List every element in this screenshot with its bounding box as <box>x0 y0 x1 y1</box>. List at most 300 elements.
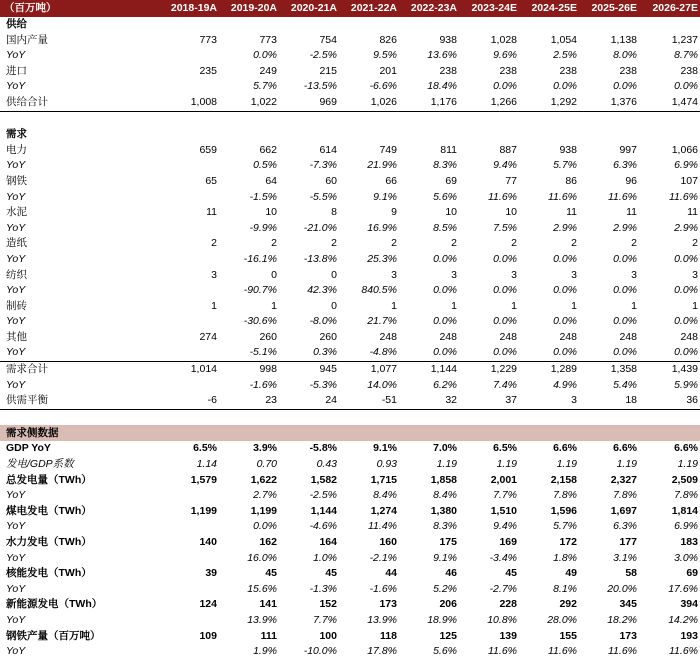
table-cell <box>459 409 519 425</box>
table-cell: 9.4% <box>493 520 517 533</box>
table-cell <box>399 17 459 33</box>
table-cell: 248 <box>379 330 397 343</box>
table-cell: 11.6% <box>548 190 577 203</box>
table-cell <box>219 409 279 425</box>
column-header: 2025-26E <box>579 0 639 17</box>
table-cell: 64 <box>265 174 277 187</box>
table-cell: 2 <box>571 237 577 250</box>
table-cell: 1.14 <box>196 458 217 471</box>
unit-label: （百万吨） <box>0 0 159 17</box>
table-cell <box>279 409 339 425</box>
table-cell: 11.6% <box>488 645 517 658</box>
table-cell: 11.6% <box>608 645 637 658</box>
table-cell: 175 <box>439 536 457 548</box>
table-cell: 3.0% <box>674 551 698 564</box>
table-cell: 2 <box>211 237 217 250</box>
table-cell: 1,596 <box>550 504 577 517</box>
row-label: 电力 <box>6 143 27 156</box>
table-cell: 1,138 <box>610 33 637 46</box>
table-cell: 86 <box>565 174 577 187</box>
table-cell: 840.5% <box>361 284 397 297</box>
table-cell: 1,358 <box>579 362 639 378</box>
table-cell: -30.6% <box>243 315 277 328</box>
table-cell: 6.6% <box>553 442 577 455</box>
row-label: 煤电发电（TWh） <box>6 504 92 517</box>
table-cell: 141 <box>259 598 277 611</box>
table-cell: 0.0% <box>433 284 457 297</box>
table-cell: 9.6% <box>493 49 517 62</box>
table-cell: 173 <box>619 629 637 642</box>
row-label: GDP YoY <box>6 442 51 455</box>
column-header: 2019-20A <box>219 0 279 17</box>
table-cell <box>519 111 579 127</box>
table-cell: -2.1% <box>369 551 397 564</box>
table-cell: -9.9% <box>249 221 277 234</box>
table-row <box>0 582 700 598</box>
table-cell: 0.0% <box>613 252 637 265</box>
table-cell: 998 <box>219 362 279 378</box>
table-cell: 773 <box>259 33 277 46</box>
column-header: 2024-25E <box>519 0 579 17</box>
table-cell: 1,028 <box>490 33 517 46</box>
table-cell: 5.7% <box>253 80 277 93</box>
table-cell: 4.9% <box>553 378 577 391</box>
table-cell: 11 <box>206 206 217 219</box>
table-cell: 274 <box>199 330 217 343</box>
table-cell <box>159 613 219 629</box>
table-cell: 9.1% <box>373 190 397 203</box>
table-cell: 11.6% <box>669 190 698 203</box>
table-cell: 0.0% <box>253 49 277 62</box>
table-cell: 107 <box>680 174 698 187</box>
table-cell: 8.5% <box>433 221 457 234</box>
table-cell: 18 <box>579 393 639 409</box>
table-cell <box>219 111 279 127</box>
table-cell: 17.6% <box>668 582 698 595</box>
table-cell <box>459 425 519 441</box>
row-label: YoY <box>6 190 26 203</box>
row-label: YoY <box>6 346 26 359</box>
table-row <box>0 205 700 221</box>
table-row <box>0 268 700 284</box>
table-cell: 15.6% <box>247 582 277 595</box>
table-cell: 6.2% <box>433 378 457 391</box>
table-cell: 10 <box>265 206 277 219</box>
table-cell <box>579 425 639 441</box>
table-row <box>0 362 700 378</box>
table-cell: 3.1% <box>613 551 637 564</box>
table-cell: 69 <box>445 174 457 187</box>
table-cell: 18.9% <box>427 613 457 626</box>
table-cell: 9 <box>391 206 397 219</box>
table-cell <box>459 127 519 143</box>
column-header: 2018-19A <box>159 0 219 17</box>
table-cell: 37 <box>459 393 519 409</box>
row-label: 水力发电（TWh） <box>6 536 92 548</box>
table-row <box>0 127 700 143</box>
table-cell <box>519 409 579 425</box>
table-cell: 160 <box>379 536 397 548</box>
table-row <box>0 473 700 489</box>
table-cell <box>339 127 399 143</box>
table-cell: 0.0% <box>493 80 517 93</box>
table-cell: -2.5% <box>309 49 337 62</box>
table-cell: 292 <box>559 598 577 611</box>
table-cell: 8 <box>331 206 337 219</box>
row-label: YoY <box>6 378 26 391</box>
table-cell: 345 <box>619 598 637 611</box>
table-cell: 0.0% <box>553 284 577 297</box>
table-cell: 66 <box>385 174 397 187</box>
table-row <box>0 425 700 441</box>
table-cell: 58 <box>625 567 637 580</box>
column-header: 2020-21A <box>279 0 339 17</box>
table-row <box>0 79 700 95</box>
table-cell: 7.7% <box>493 489 517 502</box>
table-cell: 1.19 <box>556 458 577 471</box>
table-row <box>0 457 700 473</box>
row-label: YoY <box>6 315 26 328</box>
row-label: 其他 <box>6 330 27 343</box>
table-cell: 206 <box>439 598 457 611</box>
table-cell: 0.0% <box>674 80 698 93</box>
table-cell: 0.0% <box>493 252 517 265</box>
table-cell: 7.8% <box>674 489 698 502</box>
table-cell: 0.43 <box>316 458 337 471</box>
table-cell: 42.3% <box>307 284 337 297</box>
table-cell <box>159 127 219 143</box>
table-cell: 18.4% <box>427 80 457 93</box>
table-cell: 1,274 <box>370 504 397 517</box>
table-cell <box>159 314 219 330</box>
table-cell: 177 <box>619 536 637 548</box>
table-row <box>0 504 700 520</box>
table-cell <box>639 17 700 33</box>
table-cell: 614 <box>319 143 337 156</box>
row-label: 供需平衡 <box>0 393 159 409</box>
table-cell: 945 <box>279 362 339 378</box>
table-cell <box>159 644 219 660</box>
table-cell: 1,176 <box>399 95 459 111</box>
table-cell: 887 <box>499 143 517 156</box>
table-cell: 2 <box>451 237 457 250</box>
row-label: YoY <box>6 520 26 533</box>
table-cell: 1,077 <box>339 362 399 378</box>
table-cell: 9.5% <box>373 49 397 62</box>
table-row <box>0 551 700 567</box>
table-cell: 65 <box>205 174 217 187</box>
table-cell: -3.4% <box>489 551 517 564</box>
table-cell: -7.3% <box>309 159 337 172</box>
table-cell: 20.0% <box>607 582 637 595</box>
table-cell: 100 <box>319 629 337 642</box>
table-cell <box>159 425 219 441</box>
table-cell: 8.4% <box>433 489 457 502</box>
row-label: 核能发电（TWh） <box>6 567 92 580</box>
table-cell <box>279 111 339 127</box>
table-cell: 8.3% <box>433 520 457 533</box>
table-cell: 1,474 <box>639 95 700 111</box>
table-cell: 13.9% <box>367 613 397 626</box>
table-cell <box>339 111 399 127</box>
table-cell: 8.0% <box>613 49 637 62</box>
table-cell: 811 <box>440 143 457 156</box>
table-cell: 3 <box>451 268 457 281</box>
table-cell: 69 <box>686 567 698 580</box>
table-cell: 1 <box>451 299 457 312</box>
table-cell: 1,376 <box>579 95 639 111</box>
table-cell: 215 <box>319 64 337 77</box>
table-cell <box>159 48 219 64</box>
table-cell: 662 <box>259 143 277 156</box>
table-cell: 0.0% <box>553 80 577 93</box>
table-cell: 2,001 <box>490 473 517 486</box>
table-cell <box>519 17 579 33</box>
table-cell <box>399 127 459 143</box>
table-cell: 0.0% <box>493 346 517 359</box>
table-row <box>0 597 700 613</box>
table-cell: 96 <box>625 174 637 187</box>
table-cell: 0.0% <box>553 252 577 265</box>
table-row <box>0 629 700 645</box>
table-cell: 201 <box>379 64 397 77</box>
table-row <box>0 299 700 315</box>
table-cell: 10 <box>445 206 457 219</box>
column-header: 2021-22A <box>339 0 399 17</box>
table-row <box>0 566 700 582</box>
table-cell: 1.9% <box>253 645 277 658</box>
table-cell: 238 <box>619 64 637 77</box>
table-cell: 2.9% <box>553 221 577 234</box>
table-cell: 39 <box>205 567 217 580</box>
row-label: YoY <box>6 582 26 595</box>
table-cell: 3 <box>391 268 397 281</box>
table-cell: 77 <box>505 174 517 187</box>
table-cell: -6 <box>159 393 219 409</box>
table-cell: 0.0% <box>553 315 577 328</box>
table-cell: 938 <box>439 33 457 46</box>
table-row <box>0 330 700 346</box>
table-cell: -4.6% <box>309 520 337 533</box>
row-label: 需求侧数据 <box>0 425 159 441</box>
table-cell: 28.0% <box>547 613 577 626</box>
table-cell: 0.0% <box>613 80 637 93</box>
table-row <box>0 111 700 127</box>
table-cell: 125 <box>439 629 457 642</box>
table-cell: 2 <box>271 237 277 250</box>
table-cell: -2.5% <box>309 489 337 502</box>
table-cell: 1,066 <box>671 143 698 156</box>
table-cell: 6.9% <box>674 520 698 533</box>
table-cell: 6.3% <box>613 159 637 172</box>
table-cell: 1 <box>511 299 517 312</box>
row-label <box>0 409 159 425</box>
column-header: 2022-23A <box>399 0 459 17</box>
table-body <box>0 17 700 660</box>
table-cell: 1.8% <box>553 551 577 564</box>
row-label: 水泥 <box>6 206 27 219</box>
table-cell: 8.1% <box>553 582 577 595</box>
table-cell: -5.5% <box>309 190 337 203</box>
table-cell: 0.0% <box>553 346 577 359</box>
table-cell: 826 <box>379 33 397 46</box>
table-cell: 1,026 <box>339 95 399 111</box>
row-label: YoY <box>6 489 26 502</box>
row-label: 新能源发电（TWh） <box>6 598 103 611</box>
table-cell <box>339 409 399 425</box>
table-cell: 773 <box>199 33 217 46</box>
table-cell: 1 <box>271 299 277 312</box>
table-cell: -5.3% <box>309 378 337 391</box>
table-cell: 8.7% <box>674 49 698 62</box>
row-label: 钢铁 <box>6 174 27 187</box>
table-cell: 2.9% <box>674 221 698 234</box>
row-label <box>0 111 159 127</box>
table-cell: 0.0% <box>493 315 517 328</box>
table-cell: 0.0% <box>674 284 698 297</box>
table-row <box>0 143 700 159</box>
table-cell <box>159 283 219 299</box>
table-cell: 17.8% <box>367 645 397 658</box>
table-cell: 45 <box>325 567 337 580</box>
table-cell: 1.19 <box>616 458 637 471</box>
table-cell: 14.2% <box>668 613 698 626</box>
table-cell: 1,144 <box>399 362 459 378</box>
table-cell: 2,509 <box>671 473 698 486</box>
table-cell: 11 <box>687 206 698 219</box>
table-cell <box>579 127 639 143</box>
table-cell <box>219 425 279 441</box>
table-cell <box>339 425 399 441</box>
table-cell: 164 <box>319 536 337 548</box>
row-label: 需求 <box>6 128 27 141</box>
table-cell: 5.7% <box>553 159 577 172</box>
table-cell: 2 <box>631 237 637 250</box>
table-cell: 36 <box>639 393 700 409</box>
row-label: 纺织 <box>6 268 27 281</box>
table-cell: 13.9% <box>247 613 277 626</box>
table-cell: 60 <box>325 174 337 187</box>
table-cell: 1,144 <box>310 504 337 517</box>
table-cell: 235 <box>199 64 217 77</box>
row-label: 钢铁产量（百万吨） <box>6 629 101 642</box>
table-cell: 9.1% <box>373 442 397 455</box>
table-cell: 5.9% <box>674 378 698 391</box>
table-row <box>0 488 700 504</box>
table-row <box>0 17 700 33</box>
table-row <box>0 221 700 237</box>
table-cell: -1.6% <box>369 582 397 595</box>
table-cell: 938 <box>559 143 577 156</box>
row-label: 发电/GDP系数 <box>6 458 74 471</box>
table-cell: 2 <box>391 237 397 250</box>
table-cell: 193 <box>680 629 698 642</box>
table-cell <box>399 111 459 127</box>
table-cell: 1,022 <box>219 95 279 111</box>
table-cell <box>579 409 639 425</box>
table-row <box>0 33 700 49</box>
table-cell: 1,237 <box>671 33 698 46</box>
table-cell <box>279 425 339 441</box>
table-cell: 1,439 <box>639 362 700 378</box>
table-cell <box>639 425 700 441</box>
table-cell: 6.6% <box>674 442 698 455</box>
table-cell: 0.3% <box>313 346 337 359</box>
table-cell: 0.70 <box>256 458 277 471</box>
table-cell: 172 <box>559 536 577 548</box>
row-label: 进口 <box>6 64 27 77</box>
table-cell: -5.8% <box>309 442 337 455</box>
table-cell: 1.0% <box>313 551 337 564</box>
table-cell: 16.9% <box>367 221 397 234</box>
table-cell: 155 <box>559 629 577 642</box>
table-cell: 21.7% <box>367 315 397 328</box>
table-cell: 2 <box>331 237 337 250</box>
table-cell <box>159 158 219 174</box>
table-cell: -2.7% <box>489 582 517 595</box>
table-cell: 0 <box>331 268 337 281</box>
table-cell: 10 <box>505 206 517 219</box>
table-cell: 248 <box>499 330 517 343</box>
table-cell: 1,622 <box>250 473 277 486</box>
table-cell: -10.0% <box>303 645 337 658</box>
table-row <box>0 314 700 330</box>
table-cell: 11 <box>566 206 577 219</box>
table-cell: 118 <box>380 629 397 642</box>
row-label: YoY <box>6 49 26 62</box>
table-cell: 46 <box>445 567 457 580</box>
table-cell: 16.0% <box>247 551 277 564</box>
table-cell: 659 <box>199 143 217 156</box>
table-cell: 2 <box>692 237 698 250</box>
table-cell: 6.6% <box>613 442 637 455</box>
table-cell: 111 <box>260 629 277 642</box>
table-cell: 6.5% <box>193 442 217 455</box>
table-cell: -1.5% <box>249 190 277 203</box>
table-cell: 11.6% <box>669 645 698 658</box>
table-cell <box>159 252 219 268</box>
table-cell: 3 <box>519 393 579 409</box>
table-cell <box>219 17 279 33</box>
table-cell <box>519 127 579 143</box>
table-cell: 1.19 <box>436 458 457 471</box>
table-cell: 2.5% <box>553 49 577 62</box>
table-cell: 1.19 <box>496 458 517 471</box>
table-cell: 1,199 <box>250 504 277 517</box>
table-cell: 2,327 <box>610 473 637 486</box>
table-cell <box>399 425 459 441</box>
table-cell: 248 <box>559 330 577 343</box>
table-cell: 9.4% <box>493 159 517 172</box>
table-cell: -51 <box>339 393 399 409</box>
table-cell: 11 <box>626 206 637 219</box>
table-cell: 0.0% <box>433 252 457 265</box>
table-cell: 1,579 <box>190 473 217 486</box>
table-cell: 754 <box>319 33 337 46</box>
table-cell: 8.3% <box>433 159 457 172</box>
table-cell: 238 <box>680 64 698 77</box>
table-row <box>0 283 700 299</box>
table-row <box>0 613 700 629</box>
table-row <box>0 345 700 361</box>
table-cell: 260 <box>259 330 277 343</box>
table-cell <box>159 17 219 33</box>
table-cell: 2.9% <box>613 221 637 234</box>
table-cell: 0.0% <box>674 315 698 328</box>
table-cell: 0.0% <box>433 346 457 359</box>
table-cell: -16.1% <box>243 252 277 265</box>
table-cell: 1 <box>631 299 637 312</box>
